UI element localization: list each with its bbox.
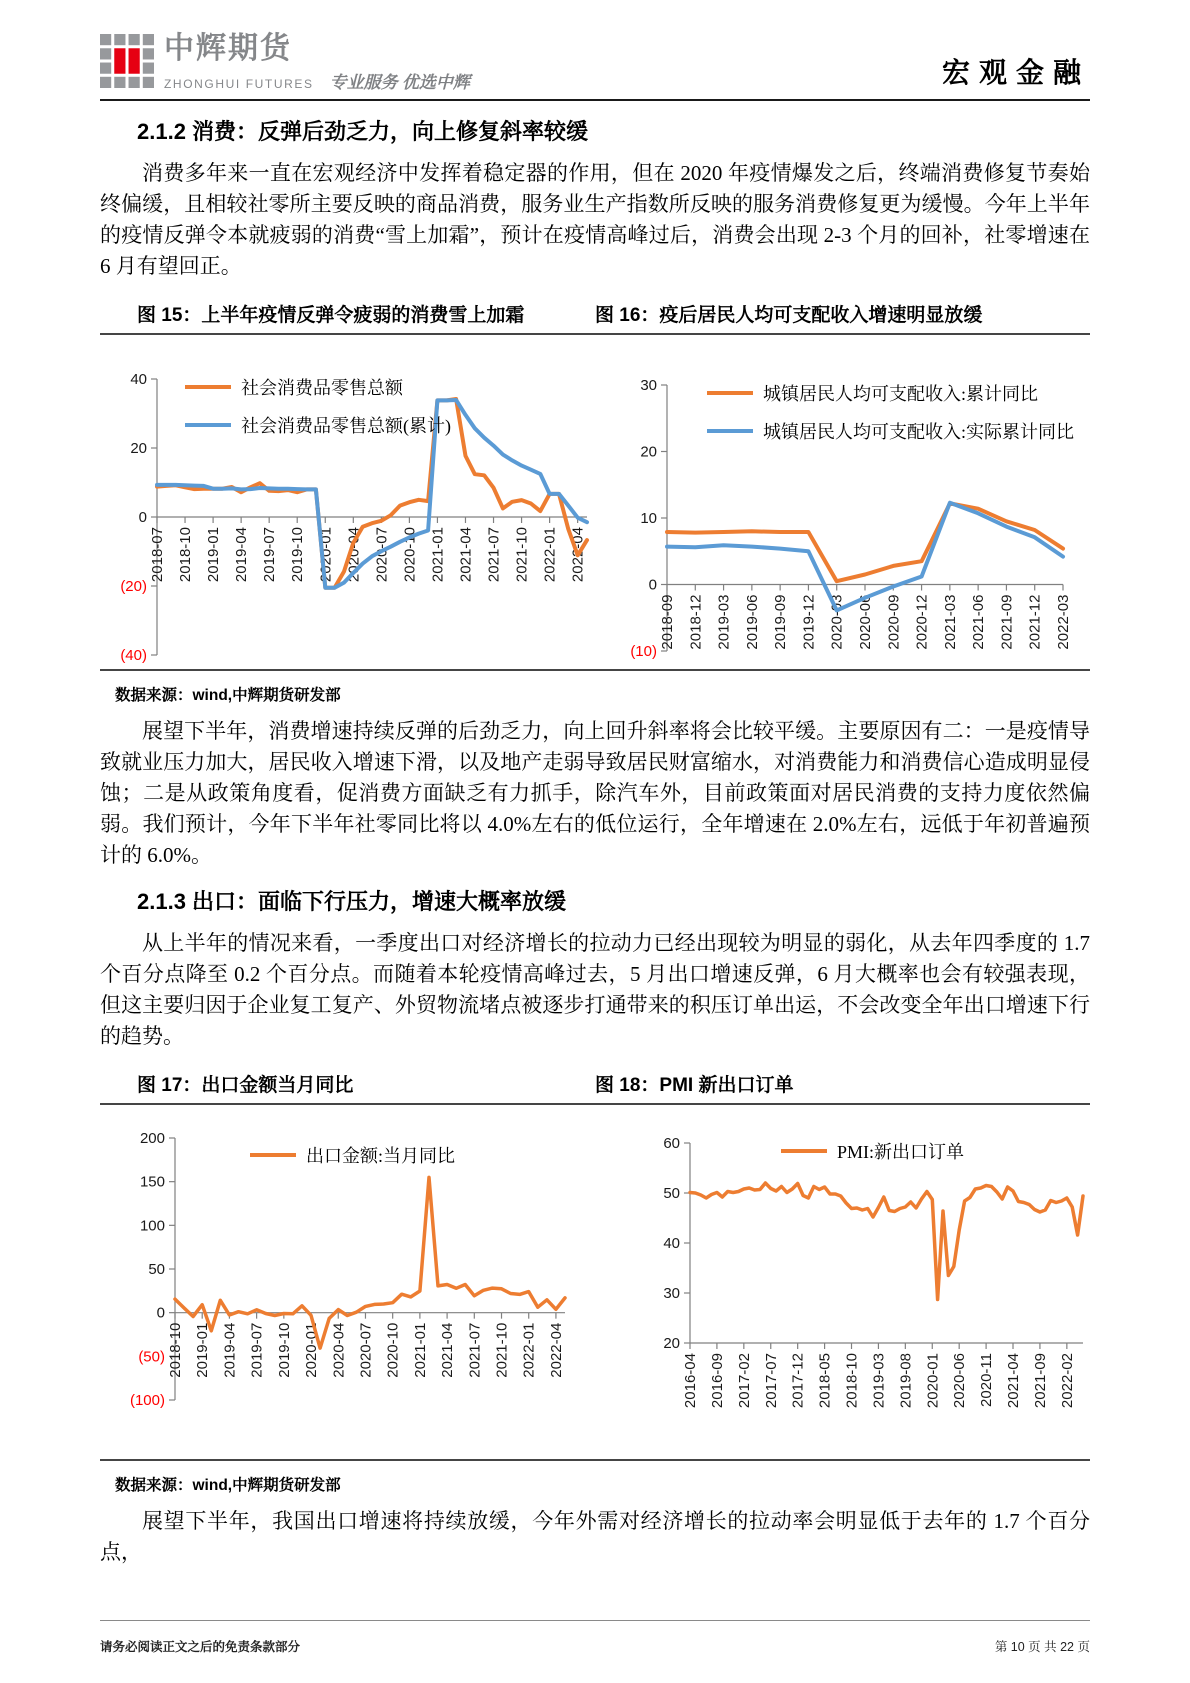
figure-charts-row: [100, 335, 1090, 669]
svg-text:2022-02: 2022-02: [1058, 1353, 1076, 1409]
paragraph-consumption-outlook: 展望下半年，消费增速持续反弹的后劲乏力，向上回升斜率将会比较平缓。主要原因有二：一是疫情导致就业压力加大，居民收入增速下滑，以及地产走弱导致居民财富缩水，对消费能力和消费信心造成明显侵蚀；二是从政策角度看，促消费方面缺乏有力抓手，除汽车外，目前政策面对居民消费的支持力度依然偏弱。我们预计，今年下半年社零同比将以 4.0%左右的低位运行，全年增速在 2.0%左右，远低于年初普遍预计的 6.0%。: [100, 719, 1090, 867]
svg-text:2020-09: 2020-09: [885, 594, 903, 650]
svg-text:2021-12: 2021-12: [1026, 594, 1044, 650]
heading-2-1-2: 2.1.2 消费：反弹后劲乏力，向上修复斜率较缓: [137, 119, 589, 144]
svg-text:2019-07: 2019-07: [261, 527, 279, 583]
svg-text:0: 0: [648, 576, 657, 594]
brand-text: [164, 34, 470, 93]
page-content: [100, 117, 1090, 1568]
svg-text:2021-10: 2021-10: [513, 527, 531, 583]
svg-text:2018-10: 2018-10: [167, 1322, 184, 1378]
svg-text:20: 20: [663, 1335, 680, 1352]
svg-text:城镇居民人均可支配收入:累计同比: 城镇居民人均可支配收入:累计同比: [763, 384, 1038, 404]
data-source-note-1: 数据来源：wind,中辉期货研发部: [115, 687, 341, 704]
svg-text:(20): (20): [120, 578, 147, 595]
svg-text:城镇居民人均可支配收入:实际累计同比: 城镇居民人均可支配收入:实际累计同比: [763, 422, 1074, 442]
svg-text:2022-03: 2022-03: [1055, 594, 1072, 650]
svg-text:2021-04: 2021-04: [439, 1322, 457, 1378]
svg-text:(10): (10): [630, 643, 657, 660]
brand-logo: [100, 34, 470, 93]
svg-text:40: 40: [663, 1235, 680, 1252]
svg-text:2017-12: 2017-12: [789, 1353, 807, 1409]
svg-text:2016-09: 2016-09: [708, 1353, 726, 1409]
svg-text:30: 30: [640, 377, 657, 394]
figure-16-title: 图 16：疫后居民人均可支配收入增速明显放缓: [595, 305, 983, 326]
data-source-note-2: 数据来源：wind,中辉期货研发部: [115, 1477, 341, 1494]
svg-text:2020-01: 2020-01: [924, 1353, 942, 1409]
svg-text:2020-07: 2020-07: [373, 527, 391, 583]
figure-row-17-18: [100, 1070, 1090, 1461]
retail-sales-chart: [100, 343, 590, 665]
svg-text:2018-10: 2018-10: [843, 1353, 861, 1409]
svg-text:2022-01: 2022-01: [520, 1322, 538, 1378]
svg-text:2020-01: 2020-01: [317, 527, 335, 583]
brand-slogan: 专业服务 优选中辉: [329, 73, 470, 92]
svg-text:2018-10: 2018-10: [177, 527, 195, 583]
svg-text:(40): (40): [120, 647, 147, 664]
svg-text:2020-06: 2020-06: [951, 1353, 969, 1409]
svg-text:(100): (100): [129, 1392, 165, 1409]
figure-titles-row: [100, 300, 1090, 335]
svg-text:2019-10: 2019-10: [275, 1322, 293, 1378]
svg-text:20: 20: [640, 443, 657, 461]
svg-text:社会消费品零售总额(累计): 社会消费品零售总额(累计): [241, 416, 451, 436]
logo-squares-icon: [100, 34, 154, 93]
brand-name-en: ZHONGHUI FUTURES: [164, 77, 314, 91]
svg-text:10: 10: [640, 510, 657, 527]
svg-text:2020-04: 2020-04: [345, 527, 363, 583]
svg-text:2020-07: 2020-07: [357, 1322, 375, 1378]
svg-text:2019-12: 2019-12: [800, 594, 818, 650]
svg-text:50: 50: [663, 1185, 680, 1202]
page-header: [100, 0, 1090, 101]
svg-text:2021-01: 2021-01: [429, 527, 447, 583]
svg-text:2021-01: 2021-01: [411, 1322, 429, 1378]
svg-text:2021-09: 2021-09: [998, 594, 1016, 650]
footer-disclaimer: 请务必阅读正文之后的免责条款部分: [100, 1640, 301, 1654]
svg-text:2021-07: 2021-07: [466, 1322, 484, 1378]
svg-text:2019-07: 2019-07: [248, 1322, 266, 1378]
svg-text:2019-04: 2019-04: [221, 1322, 239, 1378]
svg-text:30: 30: [663, 1285, 680, 1302]
svg-text:150: 150: [139, 1173, 165, 1191]
svg-text:40: 40: [130, 371, 147, 388]
svg-text:2019-10: 2019-10: [289, 527, 307, 583]
svg-text:2018-09: 2018-09: [659, 594, 676, 650]
pmi-new-export-orders-chart: [595, 1113, 1090, 1455]
figure-titles-row: [100, 1070, 1090, 1105]
brand-name-cn: 中辉期货: [164, 32, 292, 65]
figure-15-title: 图 15：上半年疫情反弹令疲弱的消费雪上加霜: [137, 305, 525, 326]
svg-text:2018-12: 2018-12: [687, 594, 705, 650]
svg-text:2021-07: 2021-07: [485, 527, 503, 583]
svg-text:100: 100: [139, 1217, 165, 1235]
svg-text:2017-02: 2017-02: [735, 1353, 753, 1409]
svg-text:2016-04: 2016-04: [682, 1353, 699, 1409]
svg-text:60: 60: [663, 1135, 680, 1152]
svg-text:2019-08: 2019-08: [897, 1353, 915, 1409]
disposable-income-chart: [595, 343, 1090, 665]
svg-text:0: 0: [138, 509, 147, 526]
svg-text:2019-01: 2019-01: [194, 1322, 212, 1378]
svg-text:20: 20: [130, 440, 147, 457]
svg-text:2021-04: 2021-04: [457, 527, 475, 583]
svg-text:2020-10: 2020-10: [401, 527, 419, 583]
svg-text:2020-06: 2020-06: [857, 594, 874, 650]
svg-text:2021-03: 2021-03: [941, 594, 959, 650]
svg-text:2017-07: 2017-07: [762, 1353, 780, 1409]
svg-text:0: 0: [156, 1304, 165, 1322]
svg-text:2020-10: 2020-10: [384, 1322, 402, 1378]
svg-text:2022-04: 2022-04: [547, 1322, 565, 1378]
svg-text:2020-03: 2020-03: [828, 594, 846, 650]
svg-text:2020-04: 2020-04: [330, 1322, 348, 1378]
svg-text:2021-04: 2021-04: [1005, 1353, 1023, 1409]
paragraph-export-outlook: 展望下半年，我国出口增速将持续放缓，今年外需对经济增长的拉动率会明显低于去年的 1.7 个百分点，: [100, 1509, 1090, 1564]
svg-text:2018-07: 2018-07: [149, 527, 166, 583]
heading-2-1-3: 2.1.3 出口：面临下行压力，增速大概率放缓: [137, 889, 567, 914]
svg-text:2021-06: 2021-06: [970, 594, 988, 650]
figure-17-title: 图 17：出口金额当月同比: [137, 1075, 354, 1096]
svg-text:2019-04: 2019-04: [233, 527, 251, 583]
figure-charts-row: [100, 1105, 1090, 1459]
svg-text:2021-10: 2021-10: [493, 1322, 511, 1378]
figure-row-15-16: [100, 300, 1090, 671]
export-value-chart: [100, 1113, 590, 1455]
svg-text:(50): (50): [138, 1348, 165, 1366]
report-section-tag: 宏观金融: [941, 58, 1090, 89]
svg-text:社会消费品零售总额: 社会消费品零售总额: [241, 378, 403, 398]
svg-text:2020-01: 2020-01: [303, 1322, 321, 1378]
svg-text:出口金额:当月同比: 出口金额:当月同比: [306, 1146, 456, 1166]
svg-text:2019-03: 2019-03: [715, 594, 733, 650]
svg-text:2022-01: 2022-01: [541, 527, 559, 583]
svg-text:2019-03: 2019-03: [870, 1353, 888, 1409]
paragraph-export-intro: 从上半年的情况来看，一季度出口对经济增长的拉动力已经出现较为明显的弱化，从去年四季度的 1.7 个百分点降至 0.2 个百分点。而随着本轮疫情高峰过去，5 月出口增速反弹，6 月大概率也会有较强表现，但这主要归因于企业复工复产、外贸物流堵点被逐步打通带来的积压订单出运，不会改变全年出口增速下行的趋势。: [100, 931, 1090, 1048]
svg-text:2021-09: 2021-09: [1031, 1353, 1049, 1409]
svg-text:2019-01: 2019-01: [205, 527, 223, 583]
svg-text:2018-05: 2018-05: [816, 1353, 834, 1409]
svg-text:50: 50: [148, 1261, 165, 1278]
figure-18-title: 图 18：PMI 新出口订单: [595, 1075, 794, 1096]
footer-page-number: 第 10 页 共 22 页: [994, 1640, 1090, 1654]
svg-text:PMI:新出口订单: PMI:新出口订单: [837, 1142, 965, 1162]
paragraph-consumption-intro: 消费多年来一直在宏观经济中发挥着稳定器的作用，但在 2020 年疫情爆发之后，终端消费修复节奏始终偏缓，且相较社零所主要反映的商品消费，服务业生产指数所反映的服务消费修复更为缓慢。今年上半年的疫情反弹令本就疲弱的消费“雪上加霜”，预计在疫情高峰过后，消费会出现 2-3 个月的回补，社零增速在 6 月有望回正。: [100, 161, 1090, 278]
svg-text:2022-04: 2022-04: [569, 527, 587, 583]
svg-text:200: 200: [139, 1130, 165, 1147]
svg-text:2020-11: 2020-11: [978, 1353, 996, 1407]
svg-text:2020-12: 2020-12: [913, 594, 931, 650]
svg-text:2019-06: 2019-06: [743, 594, 761, 650]
svg-text:2019-09: 2019-09: [772, 594, 790, 650]
page-footer: [100, 1620, 1090, 1655]
